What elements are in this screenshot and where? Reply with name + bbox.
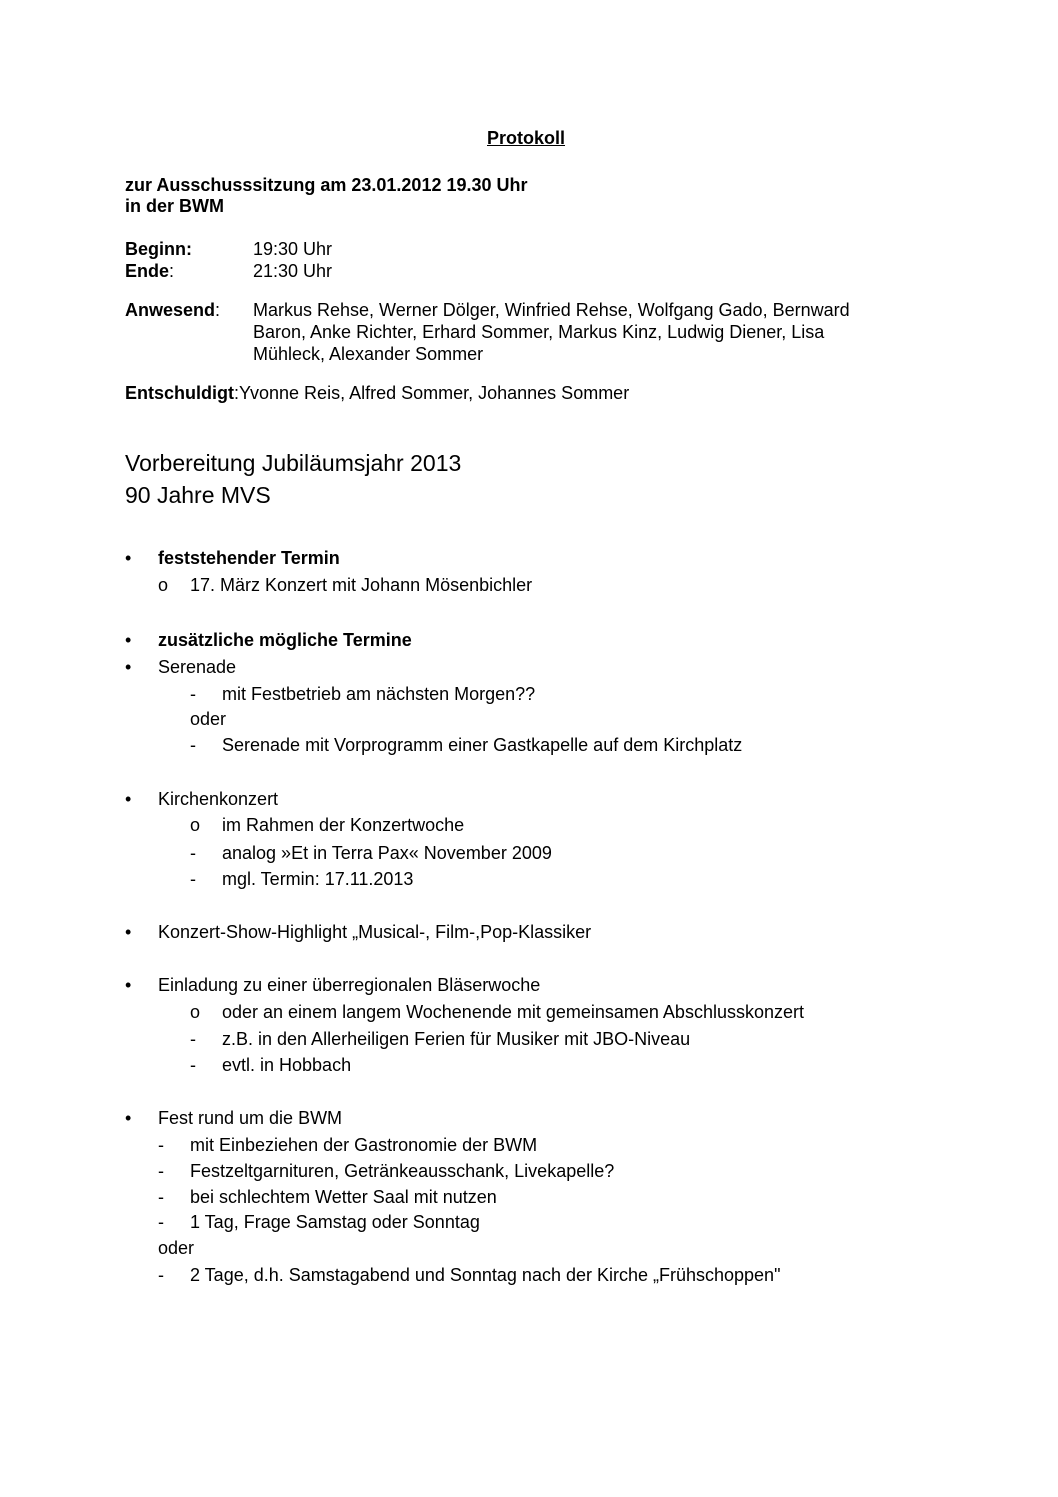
meeting-subtitle: zur Ausschusssitzung am 23.01.2012 19.30 Uhr [125, 175, 528, 195]
show-highlight-title: Konzert-Show-Highlight „Musical-, Film-,Pop-Klassiker [158, 922, 592, 942]
begin-label: Beginn: [125, 239, 192, 259]
festival-item-2: Festzeltgarnituren, Getränkeausschank, Livekapelle? [190, 1161, 615, 1181]
end-value: 21:30 Uhr [253, 261, 333, 281]
serenade-title: Serenade [158, 657, 237, 677]
dash-bullet-icon: - [190, 735, 196, 755]
bullet-icon: • [125, 922, 132, 942]
dash-bullet-icon: - [158, 1161, 164, 1181]
end-label: Ende [125, 261, 170, 281]
invitation-item-3: evtl. in Hobbach [222, 1055, 352, 1075]
dash-bullet-icon: - [190, 1055, 196, 1075]
present-line-1: Markus Rehse, Werner Dölger, Winfried Rehse, Wolfgang Gado, Bernward [253, 300, 850, 320]
document-title: Protokoll [487, 128, 566, 148]
festival-item-3: bei schlechtem Wetter Saal mit nutzen [190, 1187, 497, 1207]
bullet-icon: • [125, 1108, 132, 1128]
bullet-icon: • [125, 789, 132, 809]
dash-bullet-icon: - [190, 1029, 196, 1049]
present-row [125, 300, 220, 321]
circle-bullet-icon: o [190, 1002, 201, 1022]
serenade-item-2: Serenade mit Vorprogramm einer Gastkapelle auf dem Kirchplatz [222, 735, 743, 755]
bullet-icon: • [125, 657, 132, 677]
festival-or: oder [158, 1238, 195, 1258]
church-concert-item-2: analog »Et in Terra Pax« November 2009 [222, 843, 552, 863]
present-colon: : [215, 300, 221, 320]
begin-value: 19:30 Uhr [253, 239, 333, 259]
present-line-3: Mühleck, Alexander Sommer [253, 344, 484, 364]
excused-value: :Yvonne Reis, Alfred Sommer, Johannes Sommer [234, 383, 630, 403]
church-concert-item-3: mgl. Termin: 17.11.2013 [222, 869, 414, 889]
bullet-icon: • [125, 548, 132, 568]
excused-row [125, 383, 629, 404]
dash-bullet-icon: - [158, 1135, 164, 1155]
section-heading-1: Vorbereitung Jubiläumsjahr 2013 [125, 450, 462, 476]
church-concert-title: Kirchenkonzert [158, 789, 279, 809]
festival-item-4: 1 Tag, Frage Samstag oder Sonntag [190, 1212, 480, 1232]
dash-bullet-icon: - [158, 1265, 164, 1285]
meeting-location: in der BWM [125, 196, 224, 216]
dash-bullet-icon: - [158, 1212, 164, 1232]
invitation-item-1: oder an einem langem Wochenende mit gemeinsamen Abschlusskonzert [222, 1002, 804, 1022]
circle-bullet-icon: o [158, 575, 169, 595]
invitation-item-2: z.B. in den Allerheiligen Ferien für Musiker mit JBO-Niveau [222, 1029, 691, 1049]
festival-item-1: mit Einbeziehen der Gastronomie der BWM [190, 1135, 538, 1155]
end-colon: : [169, 261, 175, 281]
dash-bullet-icon: - [190, 684, 196, 704]
present-line-2: Baron, Anke Richter, Erhard Sommer, Markus Kinz, Ludwig Diener, Lisa [253, 322, 825, 342]
bullet-icon: • [125, 975, 132, 995]
dash-bullet-icon: - [158, 1187, 164, 1207]
serenade-item-1: mit Festbetrieb am nächsten Morgen?? [222, 684, 536, 704]
dash-bullet-icon: - [190, 869, 196, 889]
circle-bullet-icon: o [190, 815, 201, 835]
present-label: Anwesend [125, 300, 216, 320]
end-row [125, 261, 174, 282]
fixed-date-title: feststehender Termin [158, 548, 340, 568]
festival-item-5: 2 Tage, d.h. Samstagabend und Sonntag nach der Kirche „Frühschoppen" [190, 1265, 781, 1285]
section-heading-2: 90 Jahre MVS [125, 482, 271, 508]
bullet-icon: • [125, 630, 132, 650]
festival-title: Fest rund um die BWM [158, 1108, 343, 1128]
serenade-or: oder [190, 709, 227, 729]
fixed-date-item: 17. März Konzert mit Johann Mösenbichler [190, 575, 533, 595]
dash-bullet-icon: - [190, 843, 196, 863]
church-concert-item-1: im Rahmen der Konzertwoche [222, 815, 465, 835]
invitation-title: Einladung zu einer überregionalen Bläserwoche [158, 975, 541, 995]
additional-dates-title: zusätzliche mögliche Termine [158, 630, 412, 650]
excused-label: Entschuldigt [125, 383, 234, 403]
